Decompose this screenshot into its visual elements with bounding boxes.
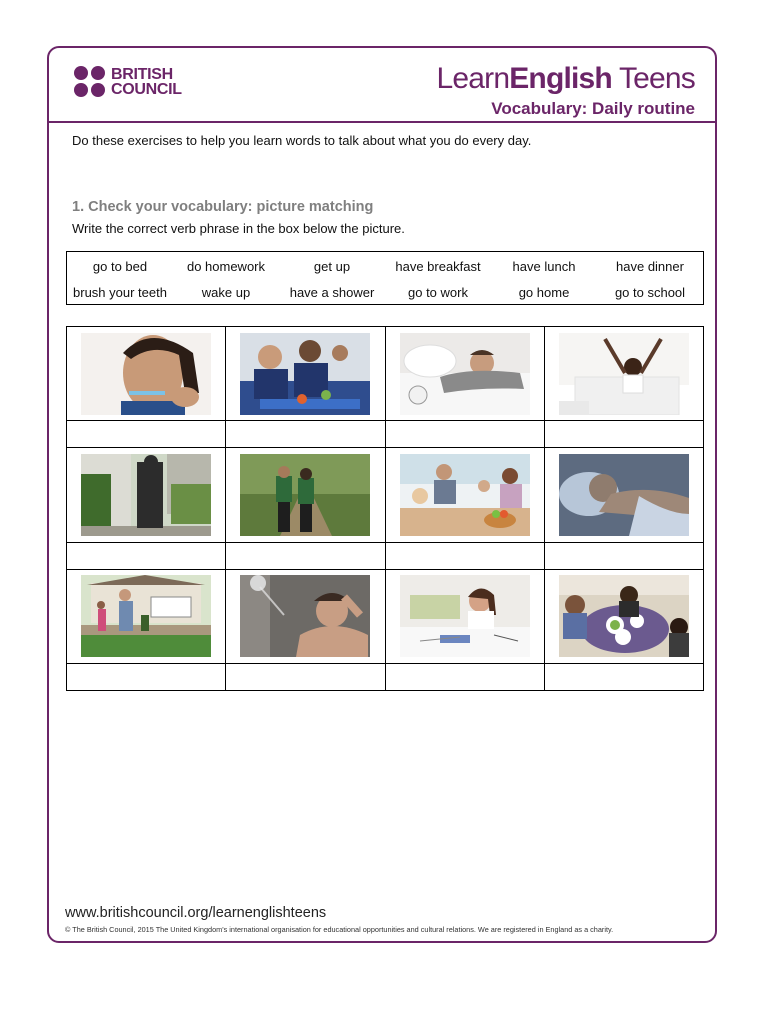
picture-cell: [544, 569, 703, 663]
site-title-part3: Teens: [611, 62, 695, 95]
family-walking-home-photo: [81, 575, 211, 657]
girl-brushing-teeth-photo: [81, 333, 211, 415]
site-title-part2: English: [509, 62, 612, 95]
answer-row: [67, 421, 704, 448]
footer-copyright: © The British Council, 2015 The United Kingdom's international organisation for educational opportunities and cultural relations. We are registered in England as a charity.: [65, 925, 614, 934]
answer-box[interactable]: [385, 542, 544, 569]
intro-text: Do these exercises to help you learn words to talk about what you do every day.: [72, 133, 532, 148]
word-bank-item: go to school: [614, 284, 686, 300]
answer-box[interactable]: [67, 663, 226, 690]
woman-stretching-in-bed-photo: [559, 333, 689, 415]
picture-cell: [67, 327, 226, 421]
exercise-instruction: Write the correct verb phrase in the box below the picture.: [72, 221, 405, 236]
picture-cell: [226, 327, 385, 421]
picture-cell: [385, 569, 544, 663]
footer-url[interactable]: www.britishcouncil.org/learnenglishteens: [65, 905, 327, 921]
site-title: [436, 62, 695, 96]
word-bank-item: have breakfast: [395, 258, 481, 274]
british-council-dots-icon: [74, 66, 105, 97]
exercise-heading: 1. Check your vocabulary: picture matching: [72, 199, 374, 215]
answer-row: [67, 663, 704, 690]
word-bank-item: go home: [518, 284, 570, 300]
picture-cell: [544, 327, 703, 421]
family-breakfast-table-photo: [400, 454, 530, 536]
answer-box[interactable]: [544, 542, 703, 569]
answer-row: [67, 542, 704, 569]
picture-cell: [385, 327, 544, 421]
girl-doing-homework-photo: [400, 575, 530, 657]
answer-box[interactable]: [67, 421, 226, 448]
picture-cell: [226, 569, 385, 663]
word-bank-item: have a shower: [289, 284, 375, 300]
picture-row: [67, 327, 704, 421]
site-title-part1: Learn: [436, 62, 510, 95]
answer-box[interactable]: [385, 663, 544, 690]
picture-cell: [544, 448, 703, 542]
word-bank-row: [67, 253, 703, 279]
picture-row: [67, 569, 704, 663]
word-bank-item: go to work: [408, 284, 468, 300]
picture-cell: [67, 569, 226, 663]
children-walking-to-school-photo: [240, 454, 370, 536]
answer-box[interactable]: [544, 421, 703, 448]
students-eating-lunch-photo: [240, 333, 370, 415]
word-bank-item: wake up: [201, 284, 251, 300]
picture-cell: [385, 448, 544, 542]
answer-box[interactable]: [226, 663, 385, 690]
british-council-logo: [74, 66, 182, 97]
picture-row: [67, 448, 704, 542]
answer-box[interactable]: [67, 542, 226, 569]
word-bank-item: have lunch: [512, 258, 576, 274]
worksheet-subtitle: Vocabulary: Daily routine: [491, 99, 695, 118]
word-bank-row: [67, 279, 703, 305]
picture-cell: [67, 448, 226, 542]
word-bank-item: have dinner: [616, 258, 684, 274]
answer-box[interactable]: [226, 542, 385, 569]
answer-box[interactable]: [385, 421, 544, 448]
picture-matching-grid: [66, 326, 704, 691]
man-walking-to-office-photo: [81, 454, 211, 536]
word-bank-item: brush your teeth: [73, 284, 167, 300]
word-bank-item: get up: [313, 258, 351, 274]
man-sleeping-photo: [559, 454, 689, 536]
picture-cell: [226, 448, 385, 542]
family-having-dinner-photo: [559, 575, 689, 657]
word-bank: [66, 251, 704, 305]
logo-line-2: COUNCIL: [111, 80, 182, 98]
word-bank-item: go to bed: [92, 258, 148, 274]
answer-box[interactable]: [226, 421, 385, 448]
answer-box[interactable]: [544, 663, 703, 690]
word-bank-item: do homework: [186, 258, 266, 274]
logo-line-1: BRITISH: [111, 65, 173, 83]
man-waking-alarm-clock-photo: [400, 333, 530, 415]
header-divider: [47, 121, 717, 123]
man-in-shower-photo: [240, 575, 370, 657]
